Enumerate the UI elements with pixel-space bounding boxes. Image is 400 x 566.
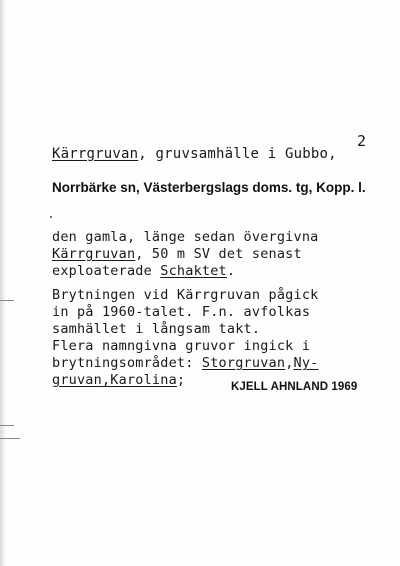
body-line-3-end: . bbox=[226, 263, 236, 279]
body-line-2-rest: , 50 m SV det senast bbox=[135, 246, 302, 262]
term-nygruvan-start: Ny- bbox=[293, 355, 319, 371]
body-line-1: den gamla, länge sedan övergivna bbox=[52, 229, 319, 245]
signature-stamp: KJELL AHNLAND 1969 bbox=[231, 381, 358, 393]
body-line-3-start: exploaterade bbox=[52, 263, 161, 279]
comma: , bbox=[285, 355, 294, 371]
term-schaktet: Schaktet bbox=[160, 263, 227, 279]
location-stamp: Norrbärke sn, Västerbergslags doms. tg, Kopp. l. bbox=[52, 180, 366, 195]
edge-tick-mark bbox=[0, 300, 14, 301]
term-karolina: Karolina bbox=[110, 372, 177, 388]
body-line-7: Flera namngivna gruvor ingick i bbox=[52, 338, 311, 354]
heading-name: Kärrgruvan bbox=[52, 146, 139, 162]
body-line-4: Brytningen vid Kärrgruvan pågick bbox=[52, 287, 319, 303]
heading-rest: , gruvsamhälle i Gubbo, bbox=[138, 146, 337, 162]
dot-mark bbox=[50, 216, 52, 218]
body-line-6: samhället i långsam takt. bbox=[52, 321, 261, 337]
card-left-edge bbox=[0, 0, 6, 566]
card-heading bbox=[52, 146, 337, 162]
comma: , bbox=[101, 372, 111, 388]
page-number: 2 bbox=[357, 132, 367, 150]
term-storgruvan: Storgruvan bbox=[201, 355, 286, 371]
body-line-5: in på 1960-talet. F.n. avfolkas bbox=[52, 304, 311, 320]
term-karrgruvan: Kärrgruvan bbox=[52, 246, 136, 262]
body-line-9 bbox=[52, 372, 185, 388]
body-line-2 bbox=[52, 246, 302, 262]
body-line-8 bbox=[52, 355, 319, 371]
body-line-3 bbox=[52, 263, 235, 279]
body-line-8-start: brytningsområdet: bbox=[52, 355, 202, 371]
semicolon: ; bbox=[176, 372, 186, 388]
term-nygruvan-end: gruvan bbox=[52, 372, 102, 388]
edge-tick-mark bbox=[0, 438, 20, 439]
edge-tick-mark bbox=[0, 425, 14, 426]
